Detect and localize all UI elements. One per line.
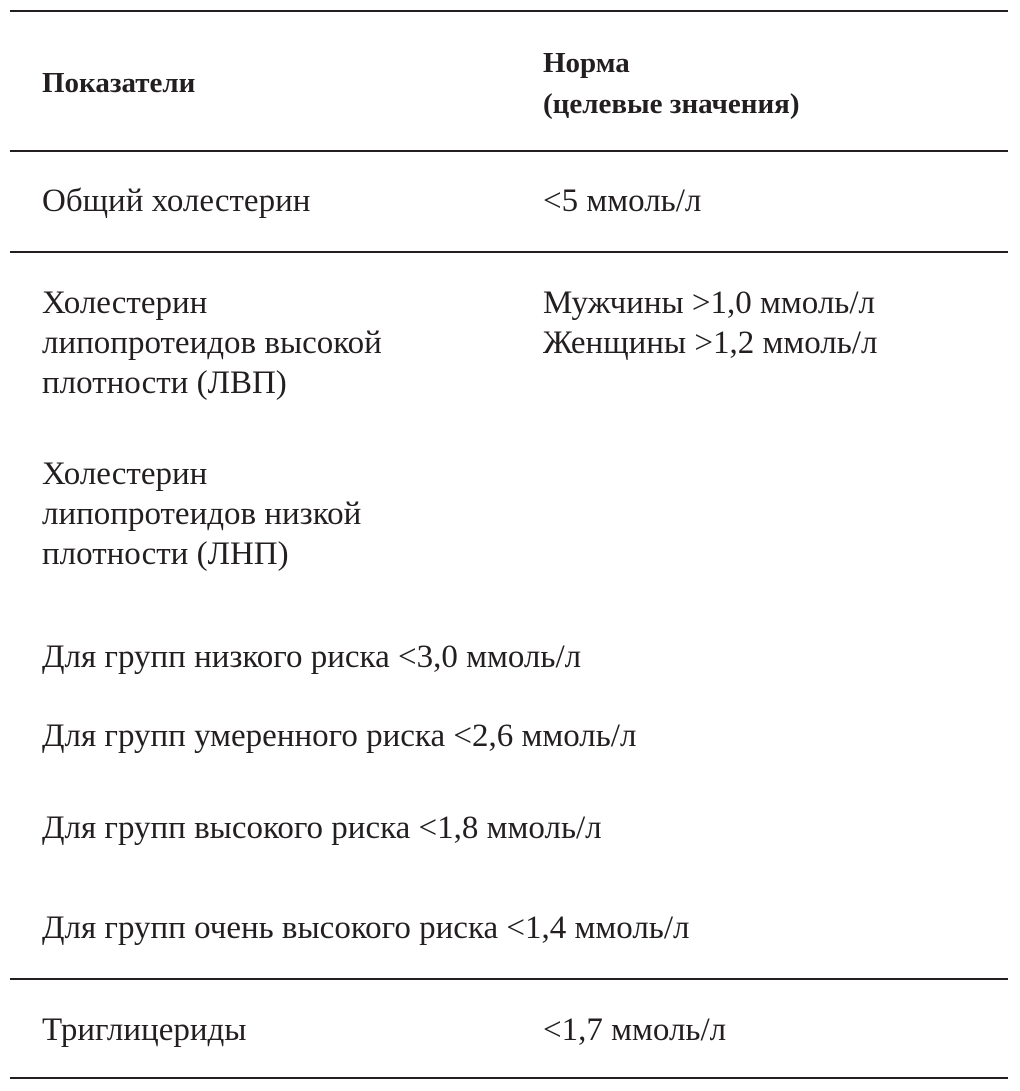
row-total-cholesterol-label: Общий холестерин <box>42 183 311 219</box>
ldl-risk-group-high: Для групп высокого риска <1,8 ммоль/л <box>42 810 602 846</box>
row-hdl-label-line: Холестерин <box>42 285 208 321</box>
header-norm: Норма <box>543 47 630 79</box>
row-hdl-label-line: липопротеидов высокой <box>42 325 382 361</box>
header-rule <box>10 150 1008 152</box>
row-total-cholesterol-norm: <5 ммоль/л <box>543 183 702 219</box>
header-norm-subtitle: (целевые значения) <box>543 88 800 120</box>
header-indicators: Показатели <box>42 67 196 99</box>
table-top-rule <box>10 10 1008 12</box>
row-ldl-label-line: плотности (ЛНП) <box>42 536 289 572</box>
ldl-risk-group-very-high: Для групп очень высокого риска <1,4 ммоль/л <box>42 910 690 946</box>
row-hdl-norm-women: Женщины >1,2 ммоль/л <box>543 325 878 361</box>
row-hdl-norm-men: Мужчины >1,0 ммоль/л <box>543 285 875 321</box>
row-ldl-label-line: Холестерин <box>42 456 208 492</box>
row-hdl-label-line: плотности (ЛВП) <box>42 365 287 401</box>
row-rule <box>10 978 1008 980</box>
row-ldl-label-line: липопротеидов низкой <box>42 496 362 532</box>
table-bottom-rule <box>10 1077 1008 1079</box>
row-triglycerides-norm: <1,7 ммоль/л <box>543 1012 727 1048</box>
ldl-risk-group-low: Для групп низкого риска <3,0 ммоль/л <box>42 639 582 675</box>
row-rule <box>10 251 1008 253</box>
row-triglycerides-label: Триглицериды <box>42 1012 247 1048</box>
ldl-risk-group-moderate: Для групп умеренного риска <2,6 ммоль/л <box>42 718 637 754</box>
